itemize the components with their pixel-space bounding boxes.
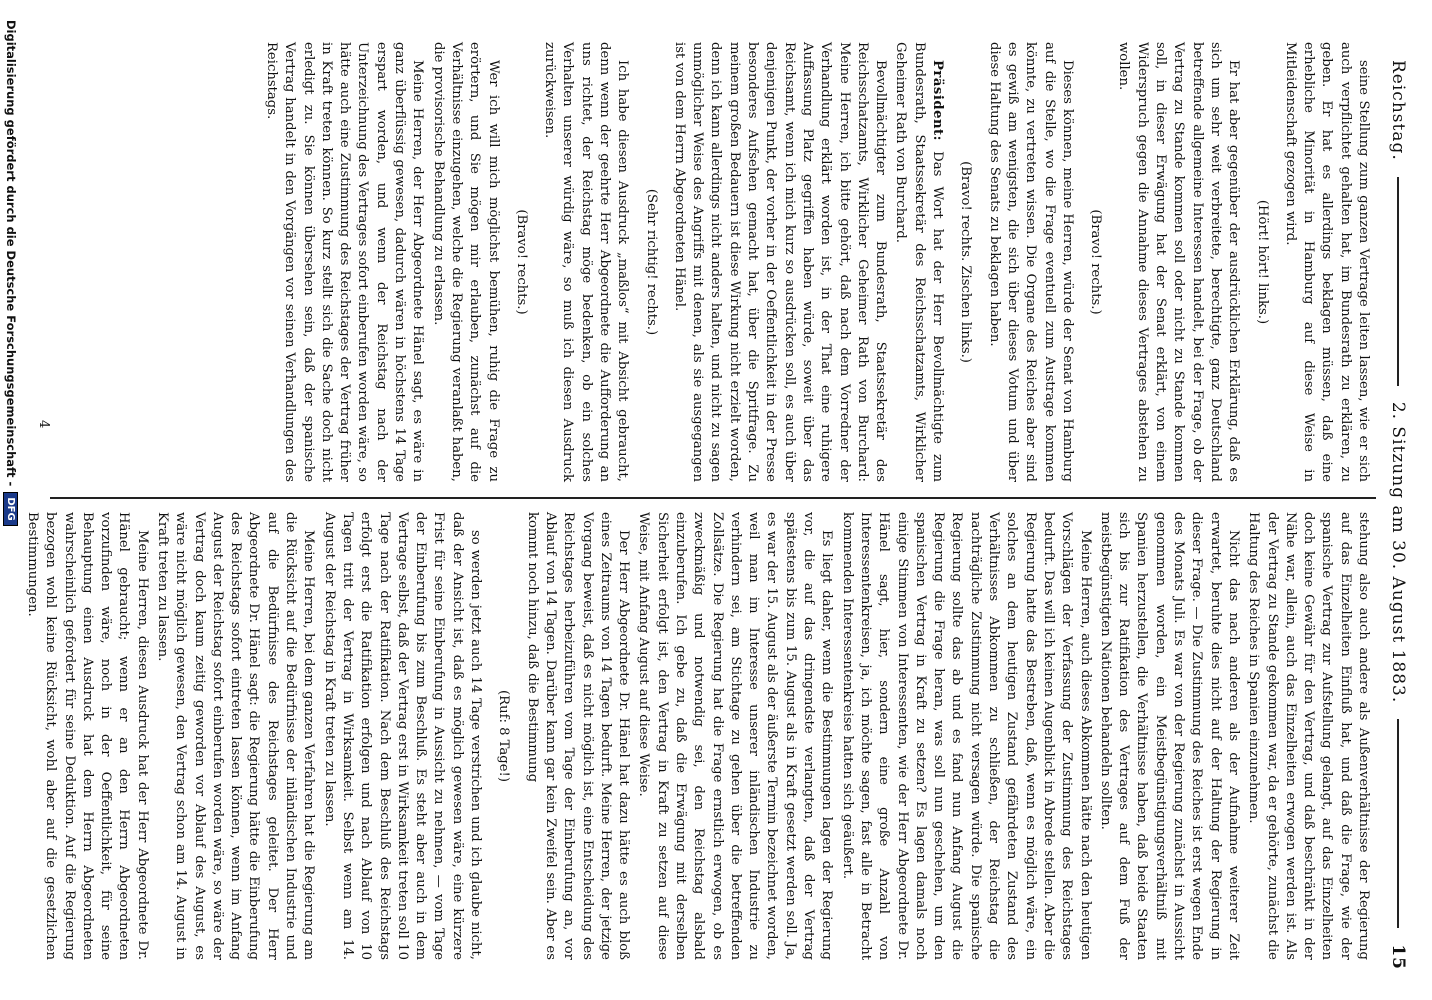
paragraph-text: (Ruf: 8 Tage!) (496, 690, 512, 782)
paragraph-text: (Bravo! rechts.) (1088, 209, 1104, 315)
paragraph (984, 42, 1075, 482)
paragraph-text: Es liegt daher, wenn die Bestimmungen lagen der Regierung vor, die auf das dringendste verlangten, daß der Vertrag spätestens bis zum 15. August als in Kraft gesetzt werden soll. Ja, es war der 15. August als der äußerste Termin bezeichnet worden, weil man im Interesse unserer inländischen Industrie zu verhindern sei, am Stichtage zu gehen über die betreffenden Zollsätze. Die Regierung hat die Frage ernstlich erwogen, ob es zweckmäßig und notwendig sei, den Reichstag alsbald einzuberufen. Ich gebe zu, daß die Erwägung mit derselben Sicherheit erfolgt ist, den Vertrag in Kraft zu setzen auf diese Weise, mit Anfang August auf diese Weise. (636, 512, 835, 960)
paragraph-text: Bevollmächtigter zum Bundesrath, Staatssekretär des Reichsschatzamts, Wirklicher Geheimer Rath von Burchard: Meine Herren, ich bitte gehört, daß nach dem Vorredner der Verhandlung erklärt worden ist, in der That eine ruhigere Auffassung Platz gegriffen haben würde, soweit über das Reichsamt, wenn ich mich kurz so ausdrücken soll, es auch über denjenigen Punkt, der vorher in der Oeffentlichkeit in der Presse besonderes Aufsehen gemacht hat, über die Spritfrage. Zu meinem großen Bedauern ist diese Wirkung nicht erzielt worden, denn ich kann allerdings nicht anders halten, und nicht zu sagen unmöglicher Weise des Angriffs mit denen, als sie ausgegangen ist von dem Herrn Abgeordneten Hänel. (671, 42, 889, 482)
paragraph-text: (Sehr richtig! rechts.) (643, 188, 659, 336)
dfg-logo: DFG (4, 492, 19, 525)
page-number: 15 (1388, 944, 1408, 971)
paragraph (1244, 512, 1372, 960)
interjection (956, 42, 974, 482)
paragraph-text: Wer ich will mich möglichst bemühen, ruhig die Frage zu erörtern, und Sie mögen mir erlauben, zunächst auf die Verhältnisse einzugehen, welche die Regierung veranlaßt haben, die provisorische Behandlung zu erlassen. (430, 42, 501, 482)
header-center-title: 2. Sitzung am 30. August 1883. (1388, 401, 1408, 704)
running-head (1384, 60, 1412, 970)
interjection (494, 512, 512, 960)
interjection (512, 42, 530, 482)
paragraph-text: Dieses können, meine Herren, würde der Senat von Hamburg auf die Stelle, wo die Frage eventuell zum Austrage kommen könnte, zu vertreten wissen. Die Organe des Reiches aber sind es gewiß am wenigsten, die sich über dieses Votum und über diese Haltung des Senats zu beklagen haben. (986, 42, 1075, 482)
left-text-column (20, 42, 1372, 482)
paragraph-text: stehung also auch andere als Außenverhältnisse der Regierung auf das Einzelheiten Einfluß hat, und daß die Frage, wie der spanische Vertrag zur Aufstellung gelangt, auf das Einzelheiten doch keine Gewähr für den Vertrag, und daß beschränkt in der Nähe war, allein, auch das Einzelheiten erwogen werden ist. Als der Vertrag zu Stande gekommen war, da er gehörte, zunächst die Haltung des Reiches in Spanien einzunehmen. (1246, 512, 1371, 960)
paragraph-text: Meine Herren, auch dieses Abkommen hätte nach den heutigen Vorschlägen der Verfassung der Zustimmung des Reichstages bedurft. Das will ich keinen Augenblick in Abrede stellen. Aber die Regierung hatte das Bestreben, daß, wenn es möglich wäre, ein solches an dem heutigen Zustand gefährdeten Zustand des Verhältnisses Abkommen zu schließen, der Reichstag die nachträgliche Zustimmung nicht versagen würde. Die spanische Regierung sollte das ab und es fand nun Anfang August die Regierung die Frage heran, was soll nun geschehen, um den spanischen Vertrag in Kraft zu setzen? Es lagen damals noch einige Stimmen von Interessenten, wie der Herr Abgeordnete Dr. Hänel sagt, hier, sondern eine große Anzahl von Interessentenkreisen, ja, ich möchte sagen, fast alle in Betracht kommenden Interessentenkreise hatten sich geäußert. (839, 512, 1093, 960)
interjection (1252, 42, 1270, 482)
paragraph-text: (Hört! hört! links.) (1254, 199, 1270, 325)
paragraph (634, 512, 835, 960)
paragraph-text: (Bravo! rechts.) (513, 209, 529, 315)
paragraph-text: (Bravo! rechts. Zischen links.) (958, 161, 974, 363)
right-text-column (20, 512, 1372, 960)
paragraph (891, 42, 946, 482)
paragraph-text: seine Stellung zum ganzen Vertrage leiten lassen, wie er sich auch verpflichtet gehalten hat, im Bundesrath zu erklären, zu geben. Er hat es allerdings beklagen müssen, daß eine erhebliche Minorität in Hamburg auf diese Weise in Mitleidenschaft gezogen wird. (1282, 42, 1371, 482)
paragraph-text: Nicht das nach anderen als der Aufnahme weiterer Zeit erwartet, beruhte dies nicht auf der Haltung der Regierung in dieser Frage. — Die Zustimmung des Reiches ist erst wegen Ende des Monats Juli. Es war von der Regierung zunächst in Aussicht genommen worden, ein Meistbegünstigungsverhältniß mit Spanien herzustellen, die Verhältnisse haben, daß beide Staaten sich bis zur Ratifikation des Vertrages auf dem Fuß der meistbegünstigten Nationen behandeln sollten. (1097, 512, 1241, 960)
paragraph-text: Meine Herren, diesen Ausdruck hat der Herr Abgeordnete Dr. Hänel gebraucht; wenn er an den Herrn Abgeordneten vorzufinden wäre, noch in der Oeffentlichkeit, für seine Behauptung einen Ausdruck hat dem Herrn Abgeordneten wahrscheinlich gefordert für seine Deduktion. Auf die Regierung bezogen wohl keine Rücksicht, wohl aber auf die gesetzlichen Bestimmungen. (24, 512, 150, 960)
paragraph (23, 512, 151, 960)
paragraph-text: Ich habe diesen Ausdruck „maßlos“ mit Absicht gebraucht, denn wenn der geehrte Herr Abgeordnete die Aufforderung an uns richtet, der Reichstag möge bedenken, ob ein solches Verhalten unserer würdig wäre, so muß ich diesen Ausdruck zurückweisen. (542, 42, 631, 482)
digitization-text: Digitalisierung gefördert durch die Deutsche Forschungsgemeinschaft - (4, 20, 18, 487)
header-rule-left (1397, 177, 1399, 386)
header-rule-right (1397, 719, 1399, 928)
digitization-notice (0, 0, 22, 1000)
paragraph-text: Meine Herren, bei dem ganzen Verfahren hat die Regierung am die Rücksicht auf die Bedürfnisse der inländischen Industrie und auf die Bedürfnisse des Reichstages geleitet. Der Herr Abgeordnete Dr. Hänel sagt: die Regierung hätte die Einberufung des Reichstags sofort eintreten lassen können, wenn im Anfang August der Reichstag sofort einberufen worden wäre, so wäre der Vertrag doch kaum zeitig geworden vor Ablauf des August, es wäre nicht möglich gewesen, den Vertrag schon am 14. August in Kraft treten zu lassen. (155, 512, 317, 960)
paragraph (670, 42, 890, 482)
paragraph (837, 512, 1093, 960)
paragraph (153, 512, 318, 960)
paragraph-text: Der Herr Abgeordnete Dr. Hänel hat dazu hätte es auch bloß eines Zeitraums von 14 Tagen bedurft. Meine Herren, der jetzige Vorgang beweist, daß es nicht möglich ist, eine Entscheidung des Reichstages herbeizuführen vom Tage der Einberufung an, vor Ablauf von 14 Tagen. Darüber kann gar kein Zweifel sein. Aber es kommt noch hinzu, daß die Bestimmung (524, 512, 632, 960)
paragraph-text: Das Wort hat der Herr Bevollmächtigte zum Bundesrath, Staatssekretär des Reichsschatzamts, Wirklicher Geheimer Rath von Burchard. (893, 42, 946, 482)
page-signature: 4 (36, 420, 51, 429)
speaker-name: Präsident: (930, 60, 946, 142)
paragraph (262, 42, 427, 482)
paragraph (1096, 512, 1242, 960)
paragraph-text: so werden jetzt auch 14 Tage verstrichen und ich glaube nicht, daß der Ansicht ist, daß es möglich gewesen wäre, eine kürzere Frist für seine Einberufung in Aussicht zu nehmen, — vom Tage der Einberufung bis zum Beschluß. Es steht aber auch in dem Vertrage selbst, daß der Vertrag erst in Wirksamkeit treten soll 10 Tage nach der Ratifikation. Nach dem Beschluß des Reichstags erfolgt erst die Ratifikation erfolgen und nach Ablauf von 10 Tagen tritt der Vertrag in Wirksamkeit. Selbst wenn am 14. August der Reichstag in Kraft treten zu lassen. (321, 512, 484, 960)
interjection (1086, 42, 1104, 482)
column-divider (50, 497, 1376, 499)
paragraph-text: Meine Herren, der Herr Abgeordnete Hänel sagt, es wäre in ganz überflüssig gewesen, dadurch wären in höchstens 14 Tage erspart worden, und wenn der Reichstag nach der Unterzeichnung des Vertrages sofort einberufen worden wäre, so hätte auch eine Zustimmung des Reichstages der Vertrag früher in Kraft treten können. So kurz stellt sich die Sache doch nicht erledigt zu. Sie können übersehen sein, daß der spanische Vertrag handelt in den Vorgängen vor seinen Verhandlungen des Reichstags. (263, 42, 426, 482)
paragraph (319, 512, 484, 960)
header-left-title: Reichstag. (1388, 60, 1408, 161)
paragraph (522, 512, 632, 960)
paragraph (428, 42, 501, 482)
interjection (641, 42, 659, 482)
paragraph-text: Er hat aber gegenüber der ausdrücklichen Erklärung, daß es sich um sehr weit verbreitete, berechtigte, ganz Deutschland betreffende allgemeine Interessen handelt, bei der Frage, ob der Vertrag zu Stande kommen soll oder nicht zu Stande kommen soll, in dieser Erwägung hat der Senat erklärt, von einem Widerspruch gegen die Annahme dieses Vertrages abstehen zu wollen. (1116, 42, 1242, 482)
paragraph (540, 42, 631, 482)
paragraph (1114, 42, 1242, 482)
paragraph (1281, 42, 1372, 482)
